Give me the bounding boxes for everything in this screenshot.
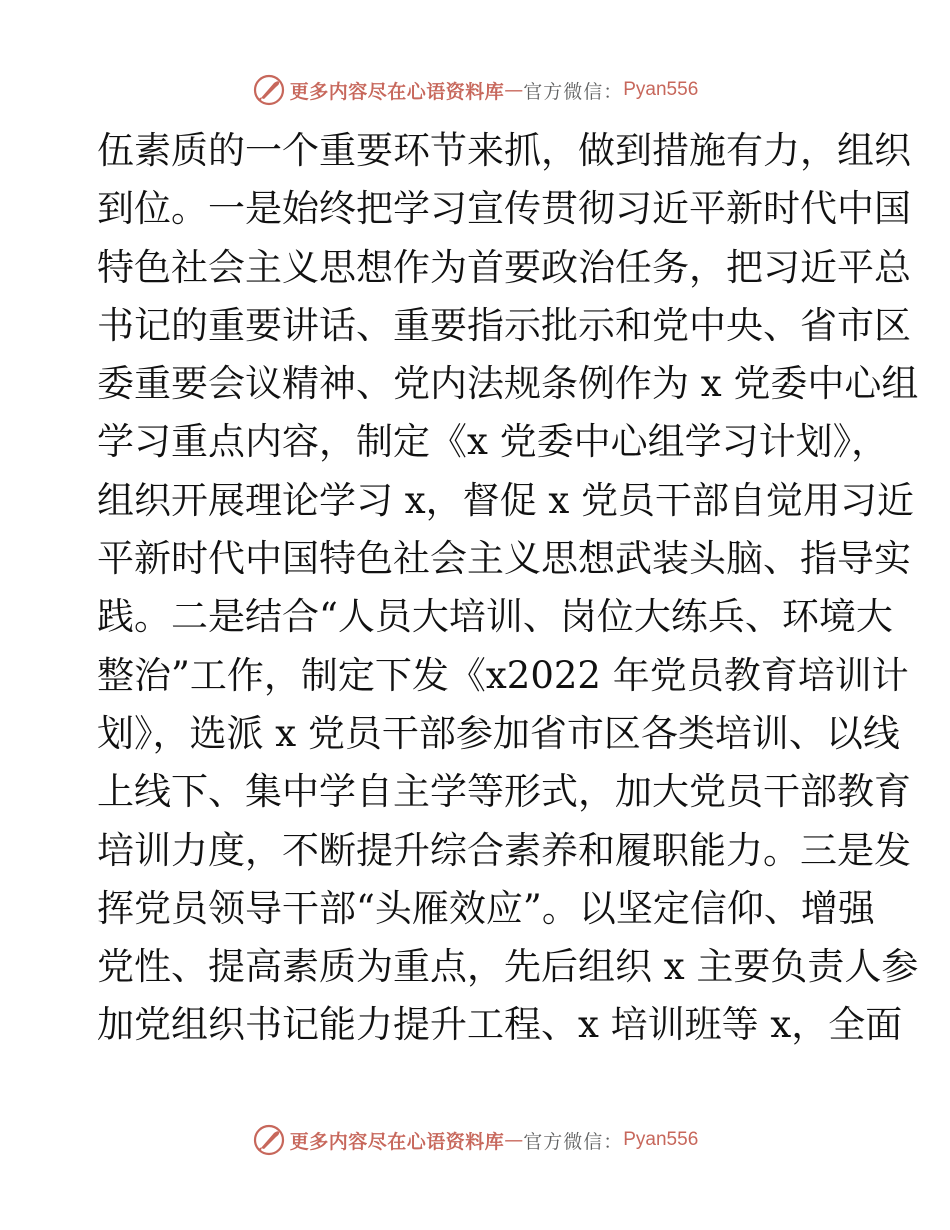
quill-pen-icon: [252, 1123, 286, 1157]
body-line-16: 加党组织书记能力提升工程、x 培训班等 x，全面: [97, 1003, 903, 1047]
footer-watermark: [0, 1120, 950, 1160]
body-line-12: 上线下、集中学自主学等形式，加大党员干部教育: [97, 770, 911, 814]
watermark-wechat-id: Pyan556: [623, 1129, 699, 1150]
body-line-5: 委重要会议精神、党内法规条例作为 x 党委中心组: [97, 362, 919, 406]
body-line-13: 培训力度，不断提升综合素养和履职能力。三是发: [97, 828, 911, 872]
watermark-dash: —: [504, 1129, 524, 1151]
body-line-14: 挥党员领导干部“头雁效应”。以坚定信仰、增强: [97, 886, 875, 930]
watermark-wechat-id: Pyan556: [623, 79, 699, 100]
header-watermark: [0, 70, 950, 110]
body-line-4: 书记的重要讲话、重要指示批示和党中央、省市区: [97, 303, 911, 347]
watermark-official-label: 官方微信：: [523, 1130, 624, 1153]
watermark-official-label: 官方微信：: [523, 80, 624, 103]
body-line-2: 到位。一是始终把学习宣传贯彻习近平新时代中国: [97, 187, 911, 231]
body-line-9: 践。二是结合“人员大培训、岗位大练兵、环境大: [97, 595, 893, 639]
watermark-main-text: 更多内容尽在心语资料库: [289, 80, 505, 103]
body-line-8: 平新时代中国特色社会主义思想武装头脑、指导实: [97, 537, 911, 581]
body-line-15: 党性、提高素质为重点，先后组织 x 主要负责人参: [97, 945, 919, 989]
body-line-7: 组织开展理论学习 x，督促 x 党员干部自觉用习近: [97, 478, 915, 522]
body-line-3: 特色社会主义思想作为首要政治任务，把习近平总: [97, 245, 911, 289]
watermark-dash: —: [504, 79, 524, 101]
watermark-main-text: 更多内容尽在心语资料库: [289, 1130, 505, 1153]
body-line-6: 学习重点内容，制定《x 党委中心组学习计划》，: [97, 420, 889, 464]
body-line-11: 划》，选派 x 党员干部参加省市区各类培训、以线: [97, 711, 900, 755]
quill-pen-icon: [252, 73, 286, 107]
body-line-10: 整治”工作，制定下发《x2022 年党员教育培训计: [97, 653, 909, 697]
document-body: [97, 122, 919, 1055]
body-line-1: 伍素质的一个重要环节来抓，做到措施有力，组织: [97, 129, 911, 172]
